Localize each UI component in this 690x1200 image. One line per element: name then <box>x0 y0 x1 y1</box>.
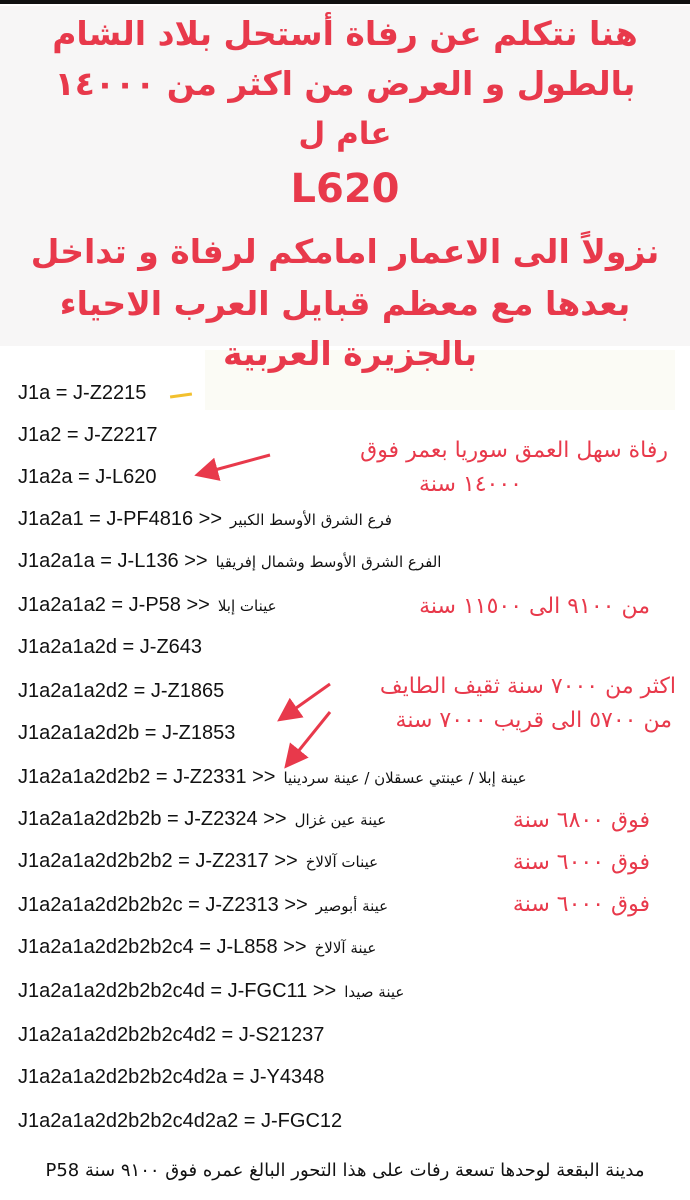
annotation-p58: من ٩١٠٠ الى ١١٥٠٠ سنة <box>419 594 650 619</box>
haplogroup-row <box>18 378 154 408</box>
row-code: J1a2a1a2d2b2b2c = J-Z2313 >> <box>18 894 308 916</box>
row-note: عينة آلالاخ <box>314 939 377 957</box>
headline-line-5: نزولاً الى الاعمار امامكم لرفاة و تداخل <box>30 232 660 271</box>
row-code: J1a2a1a2d2b2b2c4d = J-FGC11 >> <box>18 980 337 1002</box>
headline-haplogroup-code: L620 <box>290 166 400 212</box>
haplogroup-row <box>18 718 243 748</box>
row-code: J1a2a1a2d2b2b2c4 = J-L858 >> <box>18 936 307 958</box>
haplogroup-row <box>18 676 232 706</box>
haplogroup-row <box>18 420 166 450</box>
row-code: J1a2a = J-L620 <box>18 466 157 488</box>
row-code: J1a2a1a2d2b2b2c4d2a2 = J-FGC12 <box>18 1110 343 1132</box>
annotation-l620-line1: رفاة سهل العمق سوريا بعمر فوق <box>360 438 668 463</box>
haplogroup-row <box>18 632 210 662</box>
row-code: J1a2a1a2d2 = J-Z1865 <box>18 680 225 702</box>
row-code: J1a2a1a2d2b2b2c4d2 = J-S21237 <box>18 1024 325 1046</box>
annotation-z2317: فوق ٦٠٠٠ سنة <box>512 850 650 875</box>
row-note: عينة إبلا / عينتي عسقلان / عينة سردينيا <box>283 769 527 787</box>
top-border-bar <box>0 0 690 4</box>
highlight-stroke <box>170 392 192 398</box>
row-note: عينة أبوصير <box>315 897 389 915</box>
row-code: J1a2a1a2d2b2b = J-Z2324 >> <box>18 808 287 830</box>
bottom-caption <box>0 1140 690 1200</box>
annotation-z2324: فوق ٦٨٠٠ سنة <box>512 808 650 833</box>
row-code: J1a2a1a = J-L136 >> <box>18 550 208 572</box>
row-code: J1a2a1a2d2b2b2 = J-Z2317 >> <box>18 850 298 872</box>
haplogroup-row <box>18 546 441 576</box>
haplogroup-row <box>18 590 277 620</box>
row-code: J1a2a1 = J-PF4816 >> <box>18 508 223 530</box>
haplogroup-row <box>18 890 388 920</box>
headline-line-7: بالجزيرة العربية <box>222 334 478 373</box>
row-code: J1a = J-Z2215 <box>18 382 147 404</box>
arrow-to-z1853 <box>282 684 330 718</box>
haplogroup-row <box>18 804 386 834</box>
row-note: عينة صيدا <box>344 983 405 1001</box>
annotation-l620-line2: ١٤٠٠٠ سنة <box>419 472 522 497</box>
annotation-z1865: اكثر من ٧٠٠٠ سنة ثقيف الطايف <box>379 674 676 699</box>
haplogroup-row <box>18 932 376 962</box>
row-note: الفرع الشرق الأوسط وشمال إفريقيا <box>215 553 442 571</box>
headline-line-6: بعدها مع معظم قبايل العرب الاحياء <box>59 284 631 323</box>
row-note: عينات إبلا <box>217 597 277 615</box>
arrow-to-z2331 <box>288 712 330 764</box>
headline-line-1: هنا نتكلم عن رفاة أستحل بلاد الشام <box>52 14 638 53</box>
haplogroup-row <box>18 976 404 1006</box>
row-code: J1a2a1a2d2b = J-Z1853 <box>18 722 236 744</box>
row-code: J1a2a1a2d2b2 = J-Z2331 >> <box>18 766 276 788</box>
haplogroup-row <box>18 762 527 792</box>
haplogroup-row <box>18 1062 332 1092</box>
haplogroup-row <box>18 504 392 534</box>
haplogroup-row <box>18 846 378 876</box>
arrow-to-l620 <box>200 455 270 474</box>
row-code: J1a2a1a2 = J-P58 >> <box>18 594 210 616</box>
row-note: عينة عين غزال <box>294 811 387 829</box>
row-code: J1a2a1a2d = J-Z643 <box>18 636 203 658</box>
row-note: عينات آلالاخ <box>305 853 379 871</box>
annotation-z2313: فوق ٦٠٠٠ سنة <box>512 892 650 917</box>
headline-line-3: عام ل <box>298 116 392 152</box>
headline-line-2: بالطول و العرض من اكثر من ١٤٠٠٠ <box>54 64 636 103</box>
row-code: J1a2a1a2d2b2b2c4d2a = J-Y4348 <box>18 1066 325 1088</box>
row-code: J1a2 = J-Z2217 <box>18 424 158 446</box>
caption-text: مدينة البقعة لوحدها تسعة رفات على هذا التحور البالغ عمره فوق ٩١٠٠ سنة P58 <box>45 1159 645 1181</box>
haplogroup-row <box>18 1020 332 1050</box>
row-note: فرع الشرق الأوسط الكبير <box>230 511 392 529</box>
annotation-z1853: من ٥٧٠٠ الى قريب ٧٠٠٠ سنة <box>395 708 672 733</box>
haplogroup-row <box>18 462 164 492</box>
haplogroup-row <box>18 1106 350 1136</box>
